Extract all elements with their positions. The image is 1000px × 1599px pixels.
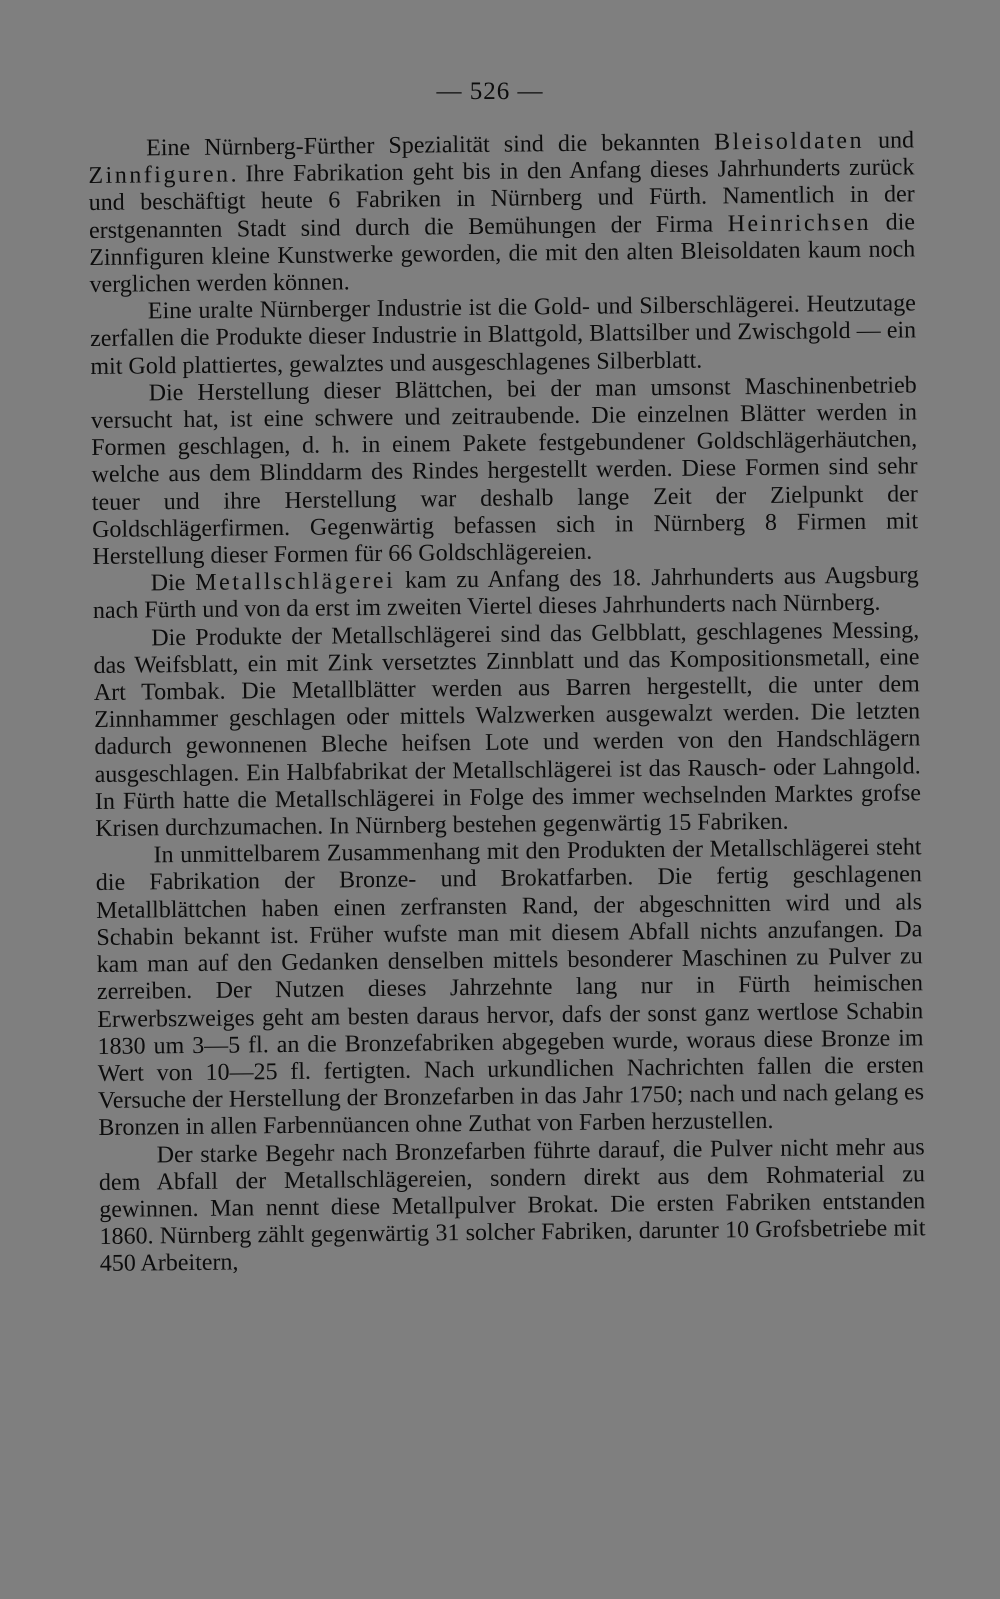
paragraph-4 bbox=[93, 563, 920, 626]
paragraph-6: In unmittelbarem Zusammenhang mit den Produkten der Metallschlägerei steht die Fabrikation der Bronze- und Brokatfarben. Die fertig geschlagenen Metallblättchen haben einen zerfransten Rand, der abgeschnitten wird und als Schabin bekannt ist. Früher wufste man mit diesem Abfall nichts anzufangen. Da kam man auf den Gedanken denselben mittels besonderer Maschinen zu Pulver zu zerreiben. Der Nutzen dieses Jahrzehnte lang nur in Fürth heimischen Erwerbszweiges geht am besten daraus hervor, dafs der sonst ganz wertlose Schabin 1830 um 3—5 fl. an die Bronzefabriken abgegeben wurde, woraus diese Bronze im Wert von 10—25 fl. fertigten. Nach urkundlichen Nachrichten fallen die ersten Versuche der Herstellung der Bronzefarben in das Jahr 1750; nach und nach gelang es Bronzen in allen Farbennüancen ohne Zuthat von Farben herzustellen. bbox=[95, 834, 925, 1142]
paragraph-1-text: und bbox=[863, 127, 915, 154]
term-bleisoldaten: Bleisoldaten bbox=[713, 127, 865, 156]
paragraph-4-text: kam zu Anfang des 18. Jahrhunderts aus Augsburg nach Fürth und von da erst im zweiten Viertel dieses Jahrhunderts nach Nürnberg. bbox=[92, 562, 919, 625]
paragraph-3: Die Herstellung dieser Blättchen, bei der man umsonst Maschinenbetrieb versucht hat, ist eine schwere und zeitraubende. Die einzelnen Blätter werden in Formen geschlagen, d. h. in einem Pakete festgebundener Goldschlägerhäutchen, welche aus dem Blinddarm des Rindes hergestellt werden. Diese Formen sind sehr teuer und ihre Herstellung war deshalb lange Zeit der Zielpunkt der Goldschlägerfirmen. Gegenwärtig befassen sich in Nürnberg 8 Firmen mit Herstellung dieser Formen für 66 Goldschlägereien. bbox=[90, 372, 919, 571]
paragraph-5: Die Produkte der Metallschlägerei sind das Gelbblatt, geschlagenes Messing, das Weifsblatt, ein mit Zink versetztes Zinnblatt und das Kompositionsmetall, eine Art Tombak. Die Metallblätter werden aus Barren hergestellt, die unter dem Zinnhammer geschlagen oder mittels Walzwerken ausgewalzt werden. Die letzten dadurch gewonnenen Bleche heifsen Lote und werden von den Handschlägern ausgeschlagen. Ein Halbfabrikat der Metallschlägerei ist das Rausch- oder Lahngold. In Fürth hatte die Metallschlägerei in Folge des immer wechselnden Marktes grofse Krisen durchzumachen. In Nürnberg bestehen gegenwärtig 15 Fabriken. bbox=[93, 616, 922, 843]
paragraph-1 bbox=[88, 127, 916, 299]
paragraph-1-text: die Zinnfiguren kleine Kunstwerke geworden, die mit den alten Bleisoldaten kaum noch verglichen werden können. bbox=[89, 208, 916, 299]
paragraph-2: Eine uralte Nürnberger Industrie ist die Gold- und Silberschlägerei. Heutzutage zerfallen die Produkte dieser Industrie in Blattgold, Blattsilber und Zwischgold — ein mit Gold plattiertes, gewalztes und ausgeschlagenes Silberblatt. bbox=[89, 290, 917, 380]
page-number: — 526 — bbox=[436, 78, 544, 105]
paragraph-1-text: . Ihre Fabrikation geht bis in den Anfang dieses Jahrhunderts zurück und beschäftigt heute 6 Fabriken in Nürnberg und Fürth. Namentlich in der erstgenannten Stadt sind durch die Bemühungen der Firma bbox=[88, 154, 915, 244]
paragraph-7: Der starke Begehr nach Bronzefarben führte darauf, die Pulver nicht mehr aus dem Abfall der Metallschlägereien, sondern direkt aus dem Rohmaterial zu gewinnen. Man nennt diese Metallpulver Brokat. Die ersten Fabriken entstanden 1860. Nürnberg zählt gegenwärtig 31 solcher Fabriken, darunter 10 Grofsbetriebe mit 450 Arbeitern, bbox=[98, 1133, 926, 1278]
body-text bbox=[88, 127, 926, 1278]
paragraph-4-text: Die bbox=[150, 570, 196, 597]
term-heinrichsen: Heinrichsen bbox=[727, 209, 872, 237]
paragraph-1-text: Eine Nürnberg-Fürther Spezialität sind die bekannten bbox=[145, 129, 715, 162]
term-metallschlaegerei: Metallschlägerei bbox=[195, 568, 396, 597]
term-zinnfiguren: Zinnfiguren bbox=[88, 161, 231, 190]
